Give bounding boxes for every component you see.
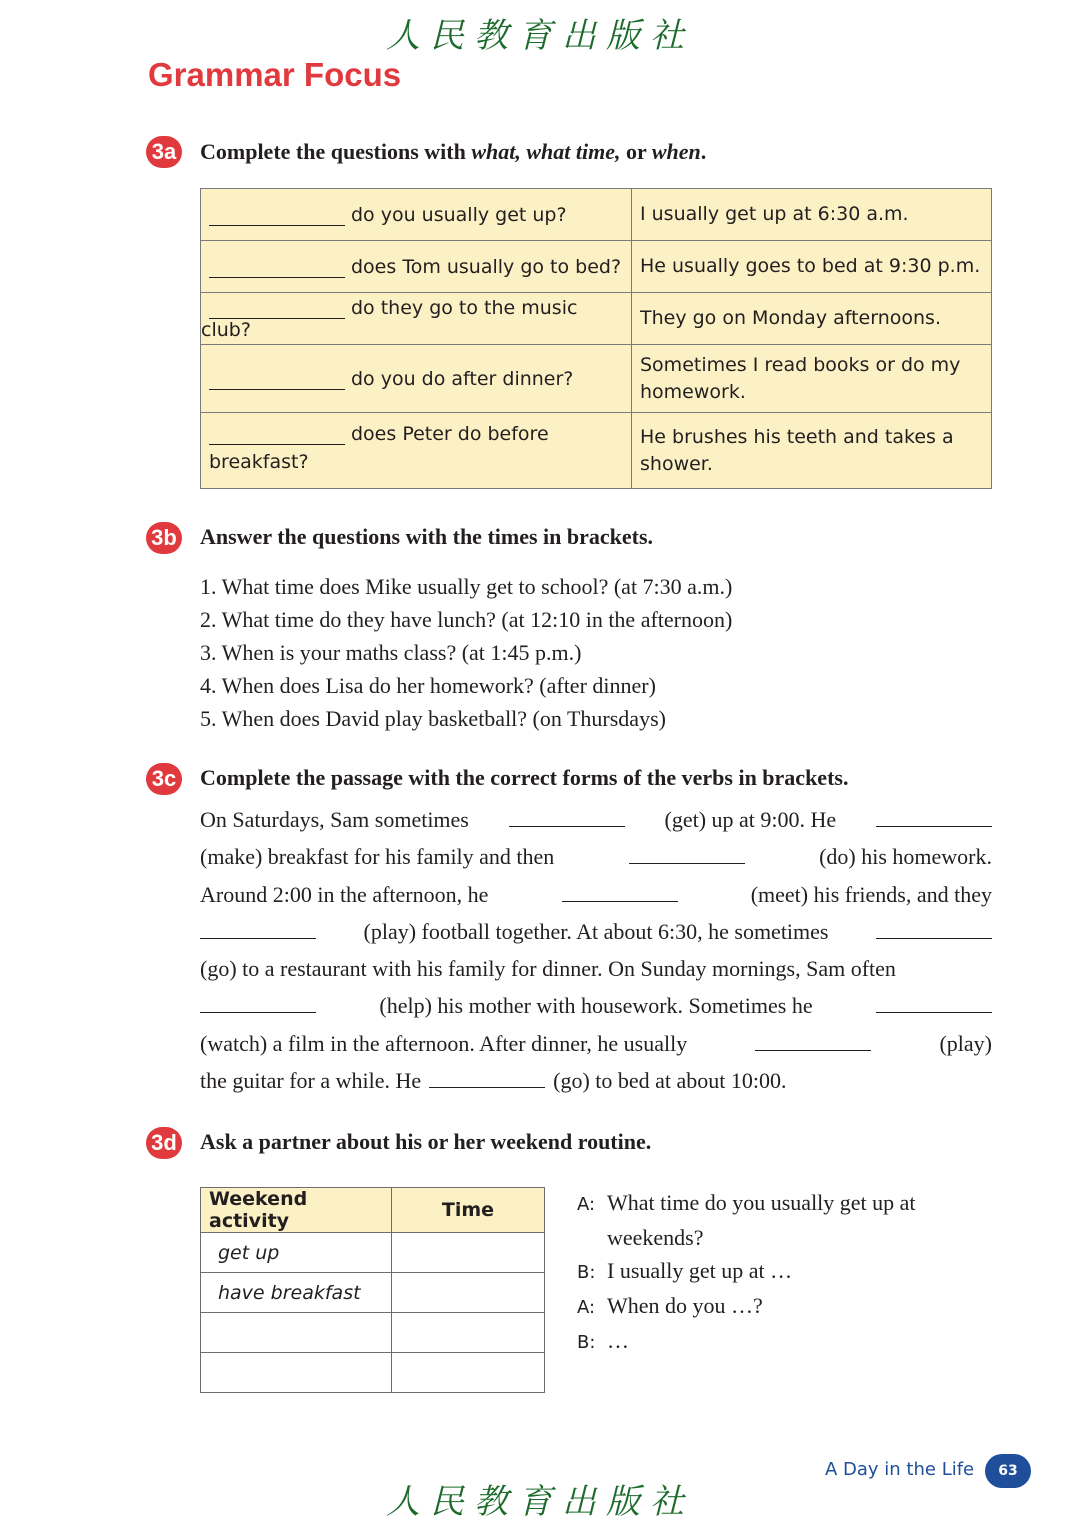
dialog-line bbox=[577, 1254, 916, 1289]
answer-cell: I usually get up at 6:30 a.m. bbox=[632, 189, 992, 241]
answer-blank[interactable] bbox=[200, 920, 316, 939]
passage-text: (make) breakfast for his family and then bbox=[200, 844, 555, 870]
question-text: does Peter do before bbox=[351, 423, 549, 445]
answer-blank[interactable] bbox=[876, 994, 992, 1013]
speaker-label: A: bbox=[577, 1194, 596, 1215]
answer-blank[interactable] bbox=[876, 920, 992, 939]
activity-cell: have breakfast bbox=[201, 1273, 392, 1313]
passage-line bbox=[200, 1068, 992, 1105]
dialog-text: I usually get up at … bbox=[607, 1258, 793, 1283]
publisher-watermark-bottom: 人民教育出版社 bbox=[386, 1482, 694, 1522]
activity-cell[interactable] bbox=[201, 1313, 392, 1353]
question-cell bbox=[201, 413, 632, 489]
list-item: 1. What time does Mike usually get to school? (at 7:30 a.m.) bbox=[200, 574, 733, 599]
table-row bbox=[201, 1233, 545, 1273]
passage-text: (meet) his friends, and they bbox=[750, 881, 992, 907]
activity-cell: get up bbox=[201, 1233, 392, 1273]
passage-text: (do) his homework. bbox=[819, 844, 992, 870]
speaker-label: B: bbox=[577, 1332, 596, 1353]
page-number: 63 bbox=[985, 1454, 1031, 1488]
answer-blank[interactable] bbox=[209, 298, 345, 319]
time-cell[interactable] bbox=[392, 1233, 545, 1273]
passage-line bbox=[200, 919, 992, 956]
exercise-badge-3b: 3b bbox=[146, 522, 182, 554]
instruction-or: or bbox=[626, 139, 647, 164]
question-cell bbox=[201, 293, 632, 345]
unit-title: A Day in the Life bbox=[825, 1459, 975, 1480]
answer-blank[interactable] bbox=[209, 257, 345, 278]
answer-blank[interactable] bbox=[209, 205, 345, 226]
table-row bbox=[201, 241, 992, 293]
sample-dialog bbox=[577, 1186, 916, 1359]
question-text: do they go to the music club? bbox=[201, 296, 578, 341]
question-text: does Tom usually go to bed? bbox=[351, 255, 622, 278]
answer-cell: He brushes his teeth and takes a shower. bbox=[632, 413, 992, 489]
passage-text: (play) bbox=[939, 1030, 992, 1056]
table-row bbox=[201, 413, 992, 489]
instruction-period: . bbox=[700, 139, 707, 164]
exercise-3b-list bbox=[200, 570, 732, 735]
list-item: 3. When is your maths class? (at 1:45 p.m.) bbox=[200, 640, 582, 665]
table-row bbox=[201, 1273, 545, 1313]
dialog-line bbox=[577, 1324, 916, 1359]
passage-line bbox=[200, 993, 992, 1030]
answer-blank[interactable] bbox=[509, 808, 625, 827]
answer-cell: He usually goes to bed at 9:30 p.m. bbox=[632, 241, 992, 293]
exercise-3c-passage bbox=[200, 807, 992, 1105]
question-cell bbox=[201, 189, 632, 241]
passage-text: (go) to a restaurant with his family for dinner. On Sunday mornings, Sam often bbox=[200, 956, 896, 982]
passage-text: (watch) a film in the afternoon. After dinner, he usually bbox=[200, 1030, 688, 1056]
dialog-line bbox=[577, 1289, 916, 1324]
passage-line bbox=[200, 956, 992, 993]
passage-text: the guitar for a while. He bbox=[200, 1068, 422, 1094]
column-header-time: Time bbox=[392, 1188, 545, 1233]
answer-cell: They go on Monday afternoons. bbox=[632, 293, 992, 345]
dialog-text: What time do you usually get up at bbox=[607, 1190, 916, 1215]
exercise-3b-instruction: Answer the questions with the times in brackets. bbox=[200, 524, 654, 549]
instruction-text: Complete the questions with bbox=[200, 139, 466, 164]
passage-text: (play) football together. At about 6:30, he sometimes bbox=[363, 918, 829, 944]
passage-text: (help) his mother with housework. Sometimes he bbox=[379, 993, 813, 1019]
table-row bbox=[201, 1313, 545, 1353]
activity-cell[interactable] bbox=[201, 1353, 392, 1393]
time-cell[interactable] bbox=[392, 1313, 545, 1353]
dialog-text: When do you …? bbox=[607, 1293, 763, 1318]
list-item: 2. What time do they have lunch? (at 12:10 in the afternoon) bbox=[200, 607, 733, 632]
time-cell[interactable] bbox=[392, 1273, 545, 1313]
question-text: do you usually get up? bbox=[351, 203, 567, 226]
dialog-text: … bbox=[607, 1328, 629, 1353]
passage-line bbox=[200, 844, 992, 881]
question-cell bbox=[201, 345, 632, 413]
table-row bbox=[201, 293, 992, 345]
answer-blank[interactable] bbox=[876, 808, 992, 827]
exercise-3c-instruction: Complete the passage with the correct forms of the verbs in brackets. bbox=[200, 765, 849, 790]
question-text-continued: breakfast? bbox=[209, 451, 309, 473]
passage-line bbox=[200, 882, 992, 919]
question-text: do you do after dinner? bbox=[351, 367, 574, 390]
speaker-label: A: bbox=[577, 1297, 596, 1318]
table-row bbox=[201, 1353, 545, 1393]
answer-blank[interactable] bbox=[200, 994, 316, 1013]
passage-text: (go) to bed at about 10:00. bbox=[553, 1068, 787, 1094]
passage-line bbox=[200, 807, 992, 844]
weekend-activity-table bbox=[200, 1187, 545, 1393]
dialog-line bbox=[577, 1221, 916, 1254]
answer-cell: Sometimes I read books or do my homework. bbox=[632, 345, 992, 413]
exercise-3a-table bbox=[200, 188, 992, 489]
publisher-watermark-top: 人民教育出版社 bbox=[386, 16, 694, 56]
passage-text: (get) up at 9:00. He bbox=[664, 807, 837, 832]
dialog-text: weekends? bbox=[607, 1225, 704, 1250]
instruction-keywords: what, what time, bbox=[471, 139, 621, 164]
page-title: Grammar Focus bbox=[148, 56, 402, 93]
answer-blank[interactable] bbox=[429, 1069, 545, 1088]
answer-blank[interactable] bbox=[562, 883, 678, 902]
dialog-line bbox=[577, 1186, 916, 1221]
answer-blank[interactable] bbox=[209, 424, 345, 445]
answer-blank[interactable] bbox=[629, 845, 745, 864]
answer-blank[interactable] bbox=[209, 369, 345, 390]
column-header-activity: Weekend activity bbox=[201, 1188, 392, 1233]
exercise-badge-3c: 3c bbox=[146, 763, 182, 795]
time-cell[interactable] bbox=[392, 1353, 545, 1393]
exercise-3d-instruction: Ask a partner about his or her weekend routine. bbox=[200, 1129, 652, 1154]
list-item: 4. When does Lisa do her homework? (after dinner) bbox=[200, 673, 656, 698]
list-item: 5. When does David play basketball? (on Thursdays) bbox=[200, 706, 666, 731]
table-row bbox=[201, 345, 992, 413]
passage-line bbox=[200, 1031, 992, 1068]
speaker-label: B: bbox=[577, 1262, 596, 1283]
exercise-badge-3d: 3d bbox=[146, 1127, 182, 1159]
question-cell bbox=[201, 241, 632, 293]
exercise-badge-3a: 3a bbox=[146, 136, 182, 168]
table-row bbox=[201, 189, 992, 241]
passage-text: On Saturdays, Sam sometimes bbox=[200, 807, 469, 832]
answer-blank[interactable] bbox=[755, 1032, 871, 1051]
table-header-row bbox=[201, 1188, 545, 1233]
passage-text: Around 2:00 in the afternoon, he bbox=[200, 881, 489, 907]
exercise-3a-instruction bbox=[200, 139, 706, 165]
instruction-keyword-when: when bbox=[651, 139, 701, 164]
